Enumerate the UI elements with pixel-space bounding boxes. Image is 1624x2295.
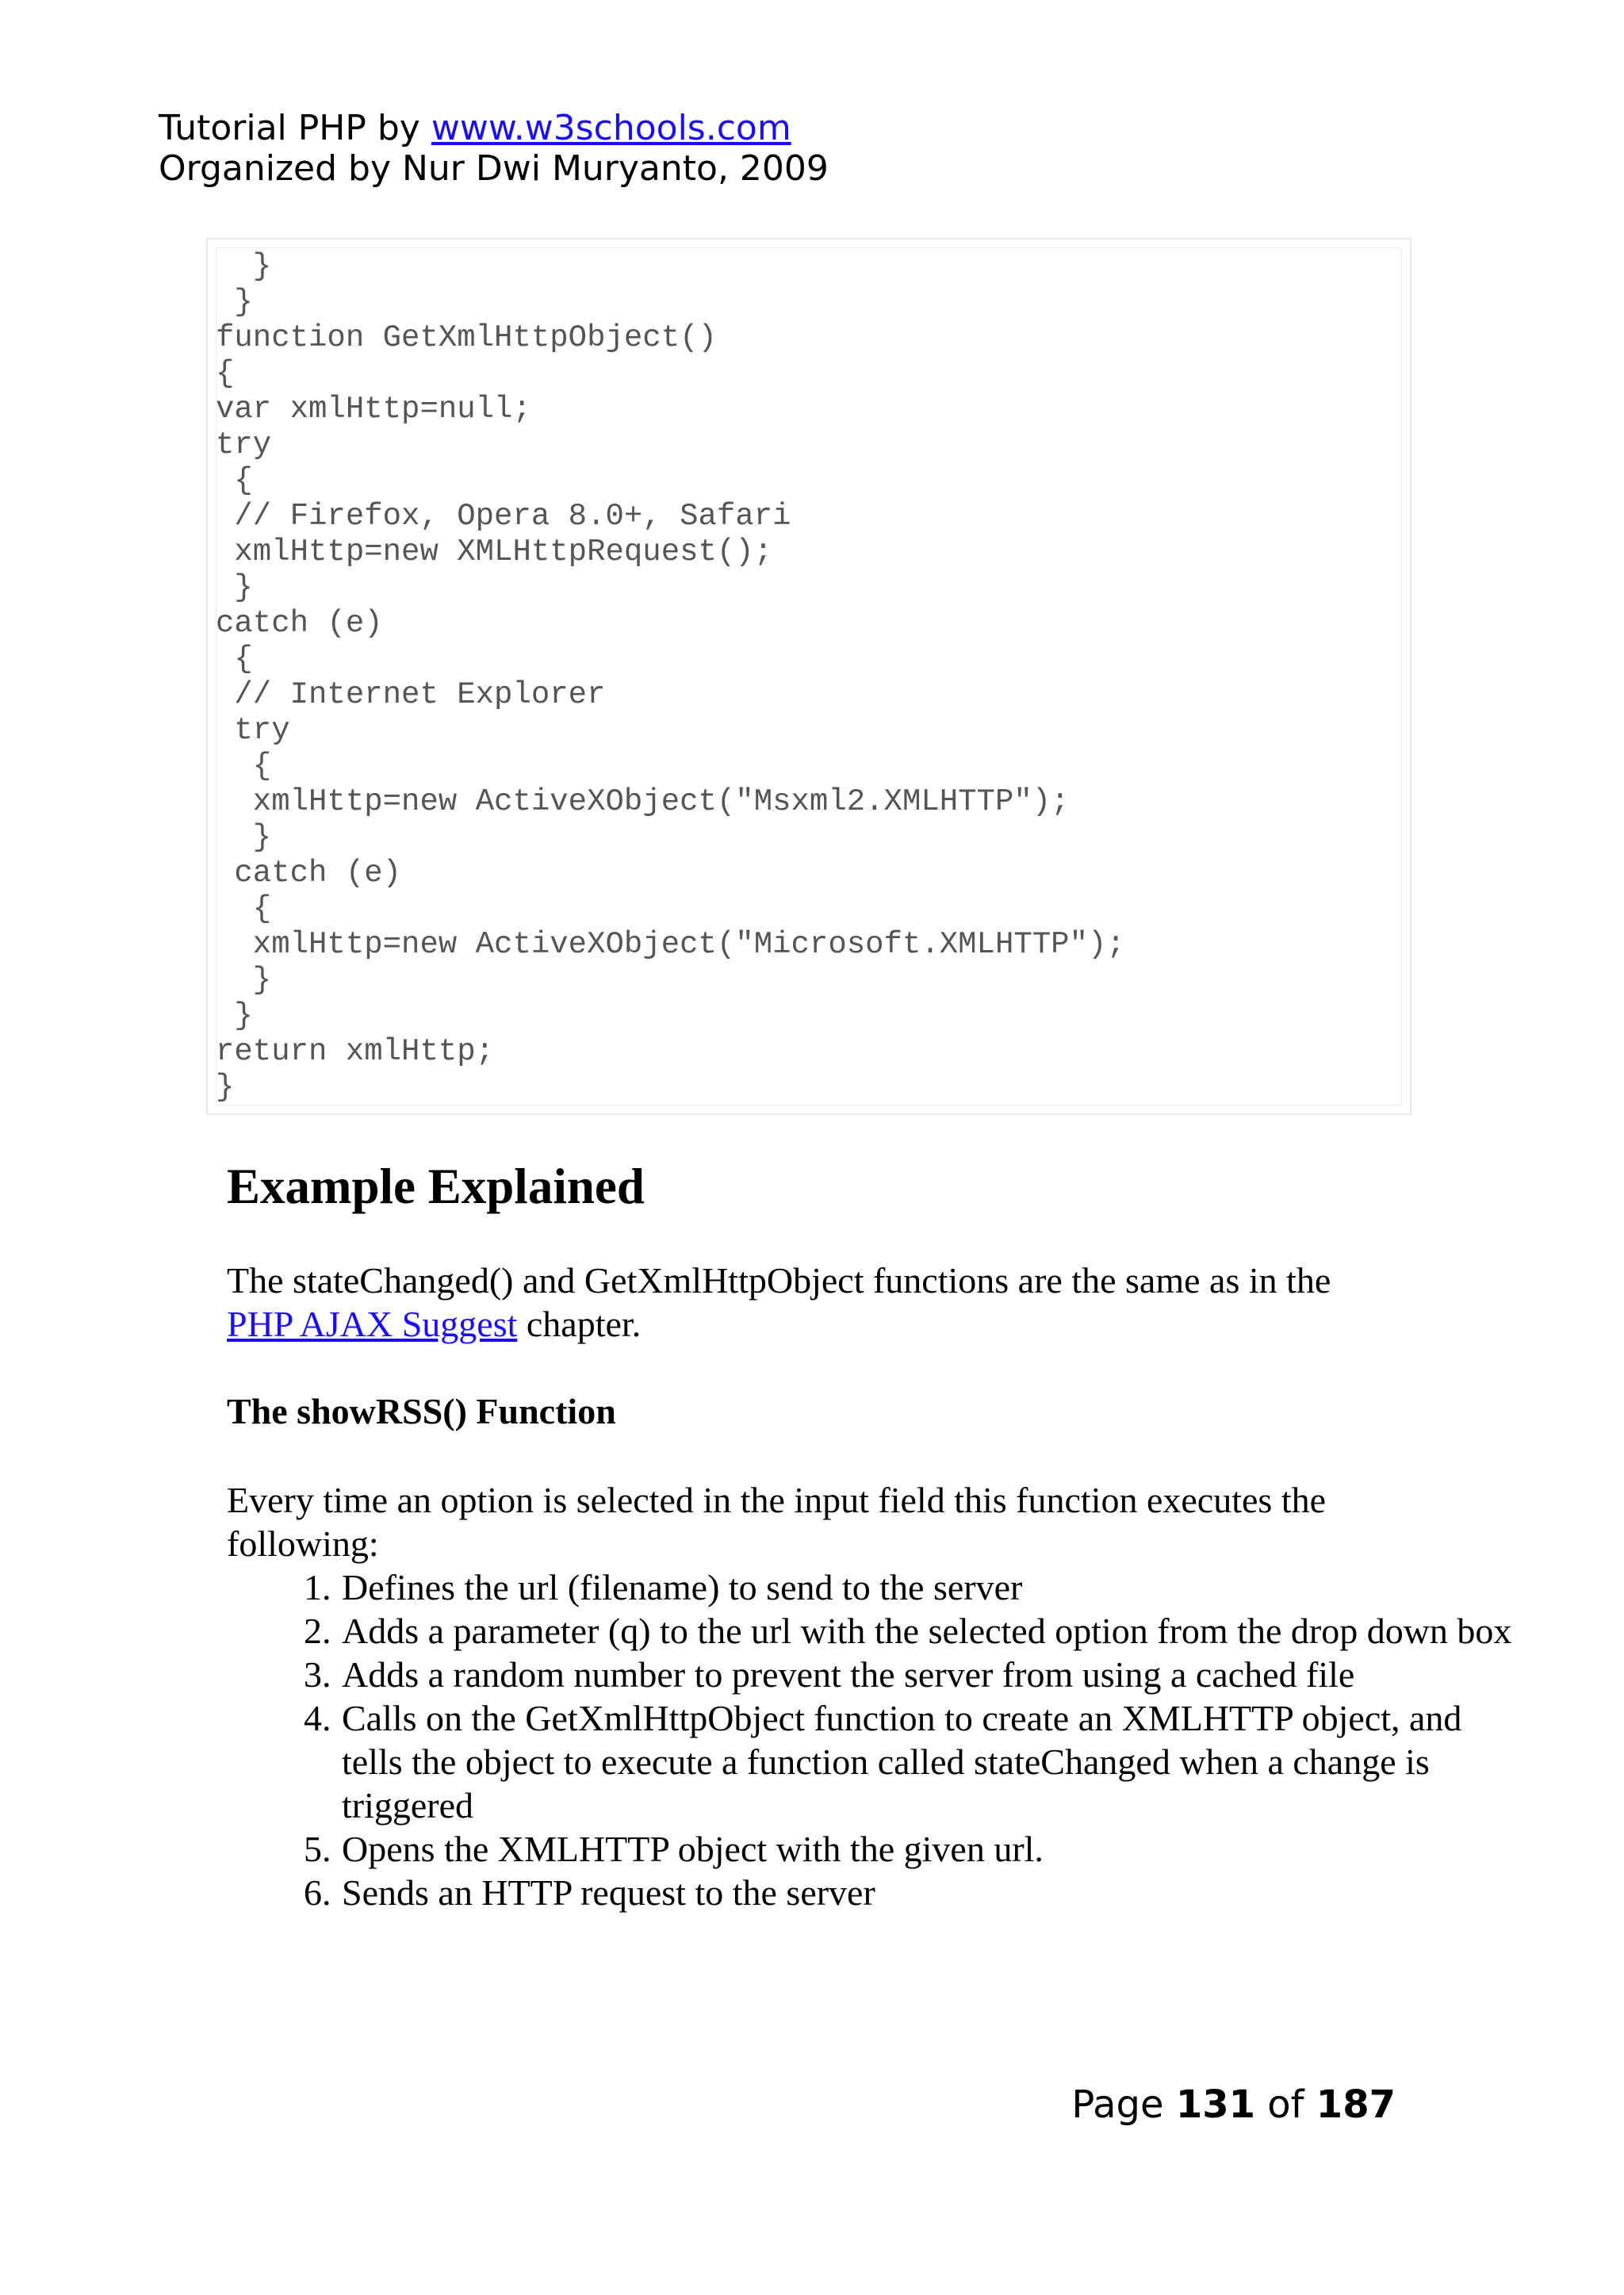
list-item: 4. Calls on the GetXmlHttpObject function to create an XMLHTTP object, and tells the object to execute a function called stateChanged when a change is triggered	[340, 1696, 1514, 1827]
page-number-footer	[1071, 2082, 1396, 2127]
list-item: 3. Adds a random number to prevent the server from using a cached file	[340, 1653, 1514, 1696]
page-label: Page	[1071, 2082, 1176, 2127]
steps-intro: Every time an option is selected in the input field this function executes the following:	[227, 1480, 1327, 1564]
list-item: 6. Sends an HTTP request to the server	[340, 1871, 1514, 1914]
code-listing: } } function GetXmlHttpObject() { var xmlHttp=null; try { // Firefox, Opera 8.0+, Safari xmlHttp=new XMLHttpRequest(); } catch (e) { // Internet Explorer try { xmlHttp=new ActiveXObject("Msxml2.XMLHTTP"); } catch (e) { xmlHttp=new ActiveXObject("Microsoft.XMLHTTP"); } } return xmlHttp; }	[216, 249, 1125, 1105]
page-header	[159, 108, 829, 189]
of-label: of	[1255, 2082, 1316, 2127]
total-page-count: 187	[1316, 2082, 1396, 2127]
list-item: 2. Adds a parameter (q) to the url with the selected option from the drop down box	[340, 1609, 1514, 1653]
intro-suffix: chapter.	[517, 1304, 642, 1344]
section-title: Example Explained	[227, 1159, 645, 1214]
current-page-number: 131	[1175, 2082, 1256, 2127]
header-prefix: Tutorial PHP by	[159, 108, 431, 148]
header-line-1	[159, 108, 829, 148]
subheading: The showRSS() Function	[227, 1391, 616, 1431]
w3schools-link[interactable]: www.w3schools.com	[431, 108, 791, 148]
header-line-2: Organized by Nur Dwi Muryanto, 2009	[159, 148, 829, 189]
intro-text: The stateChanged() and GetXmlHttpObject functions are the same as in the	[227, 1260, 1331, 1301]
steps-list	[227, 1565, 1514, 1914]
list-item: 5. Opens the XMLHTTP object with the given url.	[340, 1827, 1514, 1871]
php-ajax-suggest-link[interactable]: PHP AJAX Suggest	[227, 1304, 518, 1344]
intro-paragraph	[227, 1259, 1400, 1346]
list-item: 1. Defines the url (filename) to send to the server	[340, 1565, 1514, 1609]
